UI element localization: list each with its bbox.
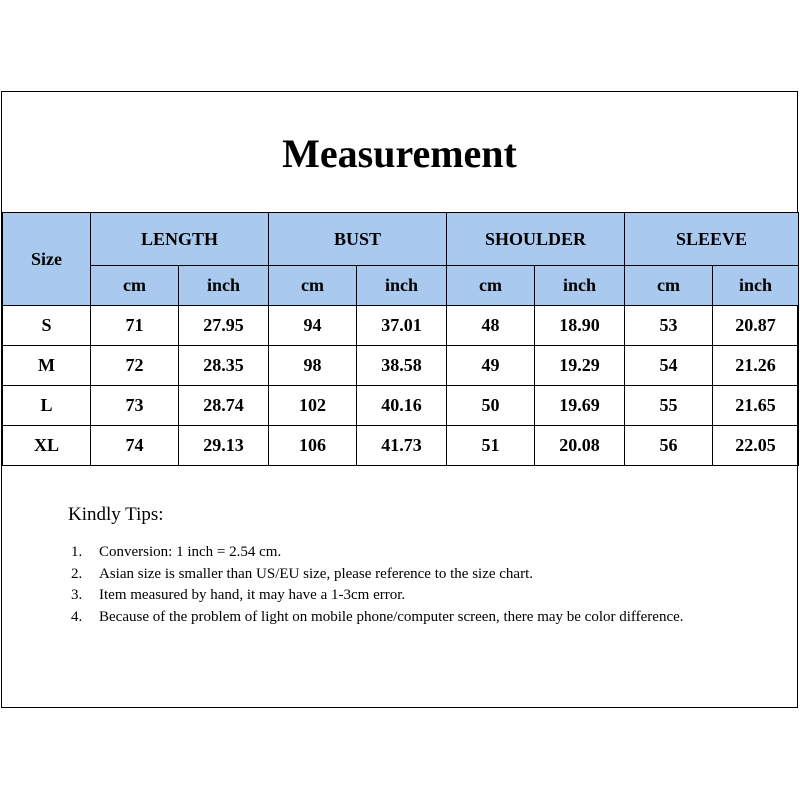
sleeve-header: SLEEVE (625, 213, 799, 266)
table-cell: 18.90 (535, 306, 625, 346)
unit-header-inch: inch (535, 266, 625, 306)
unit-header-cm: cm (269, 266, 357, 306)
table-cell: 48 (447, 306, 535, 346)
table-cell: 21.26 (713, 346, 799, 386)
tips-title: Kindly Tips: (68, 504, 164, 525)
table-cell: 106 (269, 426, 357, 466)
size-cell: XL (3, 426, 91, 466)
size-header: Size (3, 213, 91, 306)
table-cell: 38.58 (357, 346, 447, 386)
length-header: LENGTH (91, 213, 269, 266)
list-number: 4. (71, 608, 83, 625)
tip-text: Conversion: 1 inch = 2.54 cm. (99, 544, 282, 560)
table-cell: 21.65 (713, 386, 799, 426)
table-cell: 19.69 (535, 386, 625, 426)
table-cell: 28.74 (179, 386, 269, 426)
unit-header-cm: cm (625, 266, 713, 306)
table-row (3, 386, 799, 426)
table-cell: 98 (269, 346, 357, 386)
table-cell: 51 (447, 426, 535, 466)
table-cell: 71 (91, 306, 179, 346)
table-cell: 20.08 (535, 426, 625, 466)
table-cell: 56 (625, 426, 713, 466)
size-cell: M (3, 346, 91, 386)
page-title: Measurement (282, 131, 517, 176)
table-cell: 19.29 (535, 346, 625, 386)
unit-header-inch: inch (357, 266, 447, 306)
size-chart-table (2, 212, 799, 466)
table-cell: 22.05 (713, 426, 799, 466)
table-cell: 73 (91, 386, 179, 426)
table-cell: 55 (625, 386, 713, 426)
table-cell: 28.35 (179, 346, 269, 386)
table-cell: 53 (625, 306, 713, 346)
list-number: 3. (71, 587, 83, 603)
tip-text: Asian size is smaller than US/EU size, please reference to the size chart. (99, 565, 533, 582)
table-cell: 74 (91, 426, 179, 466)
list-item (68, 542, 748, 564)
unit-header-inch: inch (179, 266, 269, 306)
tip-text: Because of the problem of light on mobile phone/computer screen, there may be color difference. (99, 608, 684, 625)
table-row (3, 346, 799, 386)
table-cell: 37.01 (357, 306, 447, 346)
table-cell: 54 (625, 346, 713, 386)
table-row (3, 306, 799, 346)
header-group-row (3, 213, 799, 266)
kindly-tips (68, 502, 748, 628)
table-cell: 72 (91, 346, 179, 386)
size-cell: S (3, 306, 91, 346)
tips-list (68, 542, 748, 628)
table-cell: 102 (269, 386, 357, 426)
shoulder-header: SHOULDER (447, 213, 625, 266)
table-cell: 50 (447, 386, 535, 426)
header-unit-row (3, 266, 799, 306)
bust-header: BUST (269, 213, 447, 266)
table-cell: 40.16 (357, 386, 447, 426)
list-item (68, 585, 748, 607)
list-item (68, 607, 748, 629)
tip-text: Item measured by hand, it may have a 1-3cm error. (99, 587, 406, 603)
table-cell: 41.73 (357, 426, 447, 466)
table-cell: 27.95 (179, 306, 269, 346)
unit-header-inch: inch (713, 266, 799, 306)
unit-header-cm: cm (91, 266, 179, 306)
unit-header-cm: cm (447, 266, 535, 306)
list-item (68, 564, 748, 586)
table-cell: 94 (269, 306, 357, 346)
list-number: 1. (71, 544, 83, 560)
measurement-card (1, 91, 798, 708)
table-cell: 49 (447, 346, 535, 386)
table-cell: 29.13 (179, 426, 269, 466)
list-number: 2. (71, 565, 83, 582)
table-row (3, 426, 799, 466)
table-cell: 20.87 (713, 306, 799, 346)
size-cell: L (3, 386, 91, 426)
